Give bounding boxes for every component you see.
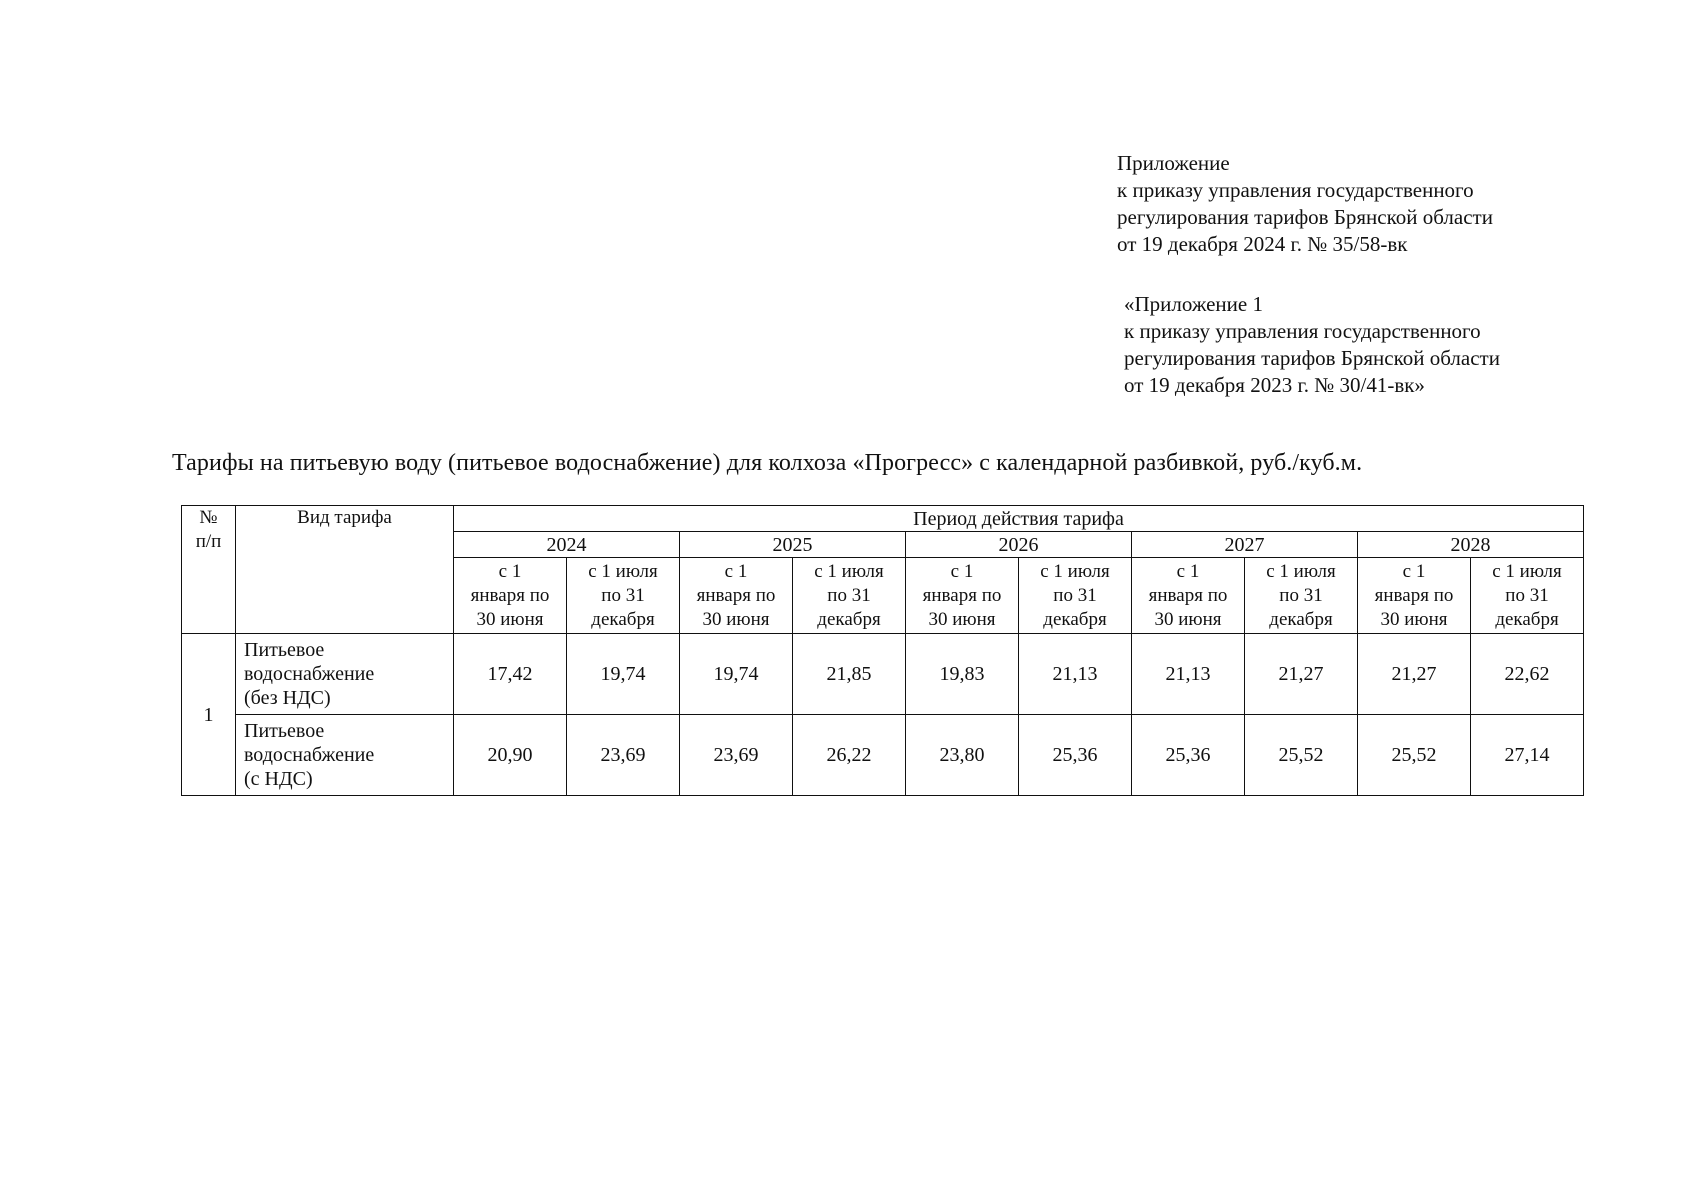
header-first-half <box>1132 558 1245 634</box>
header-second-half-line: по 31 <box>827 584 871 606</box>
appendix-previous-line-3: регулирования тарифов Брянской области <box>1124 346 1500 370</box>
appendix-previous-line-4: от 19 декабря 2023 г. № 30/41-вк» <box>1124 373 1425 397</box>
tariff-value: 19,74 <box>680 634 793 715</box>
header-second-half <box>567 558 680 634</box>
tariff-value: 25,52 <box>1245 715 1358 796</box>
header-first-half-line: с 1 <box>1176 560 1200 582</box>
tariff-value: 21,27 <box>1358 634 1471 715</box>
header-first-half-line: 30 июня <box>1154 608 1222 630</box>
header-first-half <box>906 558 1019 634</box>
header-first-half <box>454 558 567 634</box>
appendix-current-line-3: регулирования тарифов Брянской области <box>1117 205 1493 229</box>
appendix-previous-line-2: к приказу управления государственного <box>1124 319 1481 343</box>
tariff-value: 21,27 <box>1245 634 1358 715</box>
header-second-half-line: с 1 июля <box>588 560 658 582</box>
header-second-half <box>1019 558 1132 634</box>
tariff-type-line: водоснабжение <box>244 663 375 685</box>
header-first-half-line: 30 июня <box>1380 608 1448 630</box>
header-first-half-line: 30 июня <box>702 608 770 630</box>
tariff-type-cell <box>236 634 454 715</box>
header-first-half <box>680 558 793 634</box>
header-first-half-line: с 1 <box>950 560 974 582</box>
header-pp: п/п <box>195 531 222 552</box>
header-second-half-line: по 31 <box>1505 584 1549 606</box>
header-first-half-line: с 1 <box>498 560 522 582</box>
header-second-half-line: декабря <box>591 608 655 630</box>
header-second-half-line: декабря <box>1043 608 1107 630</box>
tariff-value: 21,13 <box>1019 634 1132 715</box>
header-second-half-line: декабря <box>1495 608 1559 630</box>
header-row-period <box>182 506 1584 532</box>
header-second-half-line: с 1 июля <box>814 560 884 582</box>
header-first-half <box>1358 558 1471 634</box>
tariff-value: 19,83 <box>906 634 1019 715</box>
header-first-half-line: января по <box>1148 584 1228 606</box>
appendix-current-line-4: от 19 декабря 2024 г. № 35/58-вк <box>1117 232 1408 256</box>
header-year: 2024 <box>454 532 680 558</box>
appendix-previous-line-1: «Приложение 1 <box>1124 292 1263 316</box>
tariff-value: 25,36 <box>1132 715 1245 796</box>
appendix-block-previous <box>1124 291 1500 399</box>
header-second-half-line: декабря <box>817 608 881 630</box>
header-second-half <box>793 558 906 634</box>
tariff-value: 21,85 <box>793 634 906 715</box>
tariff-table <box>181 505 1584 796</box>
appendix-current-line-1: Приложение <box>1117 151 1230 175</box>
header-first-half-line: января по <box>922 584 1002 606</box>
header-second-half-line: с 1 июля <box>1492 560 1562 582</box>
header-second-half <box>1471 558 1584 634</box>
table-row <box>182 715 1584 796</box>
tariff-value: 22,62 <box>1471 634 1584 715</box>
header-row-number <box>182 506 236 634</box>
header-period: Период действия тарифа <box>454 506 1584 532</box>
tariff-value: 26,22 <box>793 715 906 796</box>
tariff-value: 23,69 <box>567 715 680 796</box>
header-second-half-line: с 1 июля <box>1266 560 1336 582</box>
header-year: 2025 <box>680 532 906 558</box>
header-second-half <box>1245 558 1358 634</box>
tariff-type-line: Питьевое <box>244 639 325 661</box>
header-year: 2027 <box>1132 532 1358 558</box>
tariff-value: 21,13 <box>1132 634 1245 715</box>
tariff-type-line: водоснабжение <box>244 744 375 766</box>
header-second-half-line: по 31 <box>1053 584 1097 606</box>
appendix-current-line-2: к приказу управления государственного <box>1117 178 1474 202</box>
tariff-value: 19,74 <box>567 634 680 715</box>
header-second-half-line: декабря <box>1269 608 1333 630</box>
header-first-half-line: 30 июня <box>476 608 544 630</box>
appendix-block-current <box>1117 150 1493 258</box>
header-first-half-line: 30 июня <box>928 608 996 630</box>
row-number: 1 <box>182 634 236 796</box>
tariff-value: 25,36 <box>1019 715 1132 796</box>
header-tariff-type: Вид тарифа <box>236 506 454 634</box>
header-first-half-line: с 1 <box>1402 560 1426 582</box>
tariff-type-line: (с НДС) <box>244 768 313 790</box>
tariff-value: 25,52 <box>1358 715 1471 796</box>
tariff-type-cell <box>236 715 454 796</box>
table-row <box>182 634 1584 715</box>
header-second-half-line: по 31 <box>601 584 645 606</box>
header-first-half-line: января по <box>470 584 550 606</box>
tariff-type-line: (без НДС) <box>244 687 331 709</box>
header-second-half-line: по 31 <box>1279 584 1323 606</box>
tariff-type-line: Питьевое <box>244 720 325 742</box>
document-title: Тарифы на питьевую воду (питьевое водоснабжение) для колхоза «Прогресс» с календарной разбивкой, руб./куб.м. <box>172 450 1363 476</box>
header-number-sign: № <box>199 507 218 528</box>
header-second-half-line: с 1 июля <box>1040 560 1110 582</box>
tariff-value: 23,69 <box>680 715 793 796</box>
tariff-value: 23,80 <box>906 715 1019 796</box>
header-year: 2026 <box>906 532 1132 558</box>
header-first-half-line: января по <box>1374 584 1454 606</box>
tariff-value: 17,42 <box>454 634 567 715</box>
header-first-half-line: с 1 <box>724 560 748 582</box>
header-first-half-line: января по <box>696 584 776 606</box>
tariff-value: 27,14 <box>1471 715 1584 796</box>
tariff-value: 20,90 <box>454 715 567 796</box>
header-year: 2028 <box>1358 532 1584 558</box>
